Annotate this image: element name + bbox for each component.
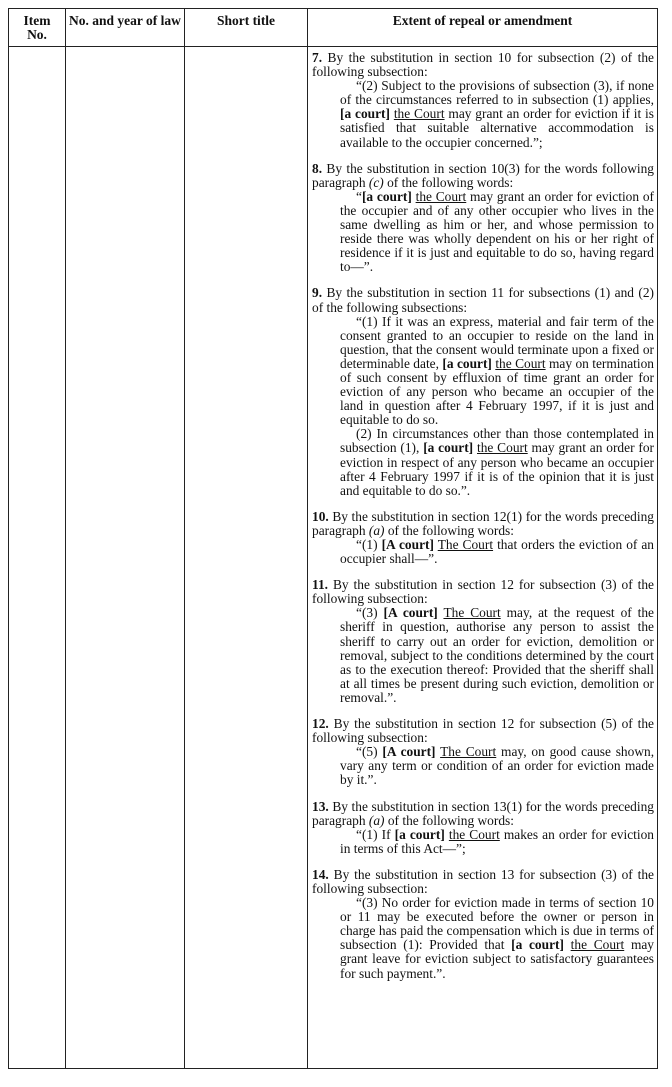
amendment-item — [312, 510, 654, 566]
quoted-provision — [340, 190, 654, 275]
amendment-intro — [312, 286, 654, 314]
inserted-words: the Court — [476, 440, 528, 456]
text-segment: By the substitution in section 12 for subsection (5) of the following subsection: — [312, 716, 654, 746]
inserted-words: the Court — [393, 106, 445, 122]
quoted-provision — [340, 606, 654, 705]
amendment-item — [312, 868, 654, 981]
text-segment: may grant an order for eviction of the occupier and of any other occupier who lives in the same dwelling as him or her, and whose permission to reside there was wholly dependent on his or her right of residence if it is just and equitable to do so, having regard to—”. — [340, 188, 654, 275]
header-law-no: No. and year of law — [66, 9, 185, 47]
table-row — [9, 47, 658, 1069]
text-segment: “(3) — [356, 605, 384, 621]
amendment-intro — [312, 51, 654, 79]
amendment-number: 7. — [312, 50, 323, 65]
text-segment: that orders the eviction of an occupier shall—”. — [340, 537, 654, 567]
provision-paragraph — [340, 427, 654, 497]
header-extent: Extent of repeal or amendment — [308, 9, 658, 47]
amendment-intro — [312, 578, 654, 606]
amendment-item — [312, 51, 654, 150]
deleted-words: [A court] — [383, 605, 438, 621]
deleted-words: [a court] — [340, 106, 390, 122]
amendment-number: 11. — [312, 577, 328, 593]
text-segment: may grant leave for eviction subject to satisfactory guarantees for such payment.”. — [340, 937, 654, 981]
amendment-item — [312, 162, 654, 275]
text-segment: “(5) — [356, 744, 383, 760]
text-segment: By the substitution in section 12(1) for the words preceding paragraph — [312, 508, 654, 538]
text-segment: may, on good cause shown, vary any term or condition of an order for eviction made by it.”. — [340, 744, 655, 788]
text-segment: By the substitution in section 12 for subsection (3) of the following subsection: — [312, 577, 654, 607]
deleted-words: [a court] — [361, 188, 412, 204]
amendment-number: 14. — [312, 866, 329, 882]
text-segment: may, at the request of the sheriff in question, authorise any person to assist the sheriff to carry out an order for eviction, demolition or removal, subject to the conditions determined by the court as to the execution thereof: Provided that the sheriff shall at all times be present during such eviction, demolition or removal.”. — [340, 605, 655, 705]
italic-text: (c) — [368, 174, 384, 190]
extent-cell — [308, 47, 658, 1069]
italic-text: (a) — [368, 522, 385, 538]
quoted-provision — [340, 538, 654, 566]
deleted-words: [A court] — [382, 744, 436, 760]
text-segment: By the substitution in section 10(3) for the words following paragraph — [312, 160, 654, 190]
amendment-number: 9. — [312, 285, 323, 301]
text-segment: may grant an order for eviction if it is satisfied that suitable alternative accommodation is available to the occupier concerned.”; — [340, 106, 654, 150]
item-no-cell — [9, 47, 66, 1069]
provision-paragraph — [340, 828, 654, 856]
amendment-number: 12. — [312, 716, 329, 732]
text-segment: “(2) Subject to the provisions of subsection (3), if none of the circumstances referred to in subsection (1) applies, — [340, 78, 654, 108]
text-segment — [564, 937, 571, 952]
text-segment: (2) In circumstances other than those contemplated in subsection (1), — [340, 426, 654, 456]
amendment-item — [312, 578, 654, 705]
text-segment: may on termination of such consent by effluxion of time grant an order for eviction of any person who became an occupier of the land in question after 4 February 1997, if it is just and equitable to do so. — [340, 355, 654, 428]
inserted-words: The Court — [440, 744, 497, 760]
inserted-words: The Court — [437, 537, 494, 552]
amendment-item — [312, 286, 654, 497]
amendment-intro — [312, 717, 654, 745]
provision-paragraph — [340, 606, 654, 705]
provision-paragraph — [340, 190, 654, 275]
amendment-number: 8. — [312, 160, 323, 176]
amendment-intro — [312, 510, 654, 538]
text-segment: By the substitution in section 11 for subsections (1) and (2) of the following subsections: — [312, 285, 654, 315]
inserted-words: the Court — [495, 355, 546, 371]
amendment-number: 13. — [312, 798, 329, 814]
amendment-intro — [312, 800, 654, 828]
italic-text: (a) — [368, 812, 385, 828]
provision-paragraph — [340, 745, 654, 787]
quoted-provision — [340, 745, 654, 787]
provision-paragraph — [340, 79, 654, 149]
text-segment: By the substitution in section 13(1) for the words preceding paragraph — [312, 798, 654, 828]
text-segment: “(1) If it was an express, material and fair term of the consent granted to an occupier to reside on the land in question, that the consent would terminate upon a fixed or determinable date, — [340, 313, 654, 371]
short-title-cell — [185, 47, 308, 1069]
text-segment: “(1) If — [356, 826, 395, 842]
deleted-words: [a court] — [442, 355, 492, 371]
text-segment: of the following words: — [383, 174, 514, 190]
quoted-provision — [340, 828, 654, 856]
text-segment: By the substitution in section 10 for subsection (2) of the following subsection: — [312, 50, 654, 80]
text-segment: “(1) — [356, 537, 382, 552]
text-segment: By the substitution in section 13 for subsection (3) of the following subsection: — [312, 866, 654, 896]
header-item-no: Item No. — [9, 9, 66, 47]
amendment-schedule-table — [8, 8, 658, 1069]
deleted-words: [a court] — [423, 440, 474, 456]
amendment-intro — [312, 162, 654, 190]
amendment-item — [312, 717, 654, 787]
inserted-words: the Court — [448, 826, 500, 842]
text-segment: “ — [356, 188, 362, 204]
deleted-words: [A court] — [381, 537, 434, 552]
quoted-provision — [340, 315, 654, 498]
text-segment: of the following words: — [384, 522, 514, 538]
inserted-words: the Court — [570, 937, 625, 953]
text-segment: makes an order for eviction in terms of this Act—”; — [340, 826, 654, 856]
deleted-words: [a court] — [511, 937, 564, 953]
text-segment: of the following words: — [384, 812, 514, 828]
text-segment: may grant an order for eviction in respect of any person who became an occupier after 4 February 1997 if it is of the opinion that it is just and equitable to do so.”. — [340, 440, 654, 498]
header-short-title: Short title — [185, 9, 308, 47]
provision-paragraph — [340, 538, 654, 566]
provision-paragraph — [340, 315, 654, 428]
header-row — [9, 9, 658, 47]
amendment-list — [308, 47, 657, 981]
quoted-provision — [340, 896, 654, 981]
amendment-intro — [312, 868, 654, 896]
quoted-provision — [340, 79, 654, 149]
deleted-words: [a court] — [394, 826, 445, 842]
provision-paragraph — [340, 896, 654, 981]
amendment-item — [312, 800, 654, 856]
law-no-cell — [66, 47, 185, 1069]
inserted-words: The Court — [443, 605, 501, 621]
inserted-words: the Court — [415, 188, 467, 204]
amendment-number: 10. — [312, 508, 329, 524]
text-segment: “(3) No order for eviction made in terms of section 10 or 11 may be executed before the owner or person in charge has paid the compensation which is due in terms of subsection (1): Provided that — [340, 895, 654, 953]
